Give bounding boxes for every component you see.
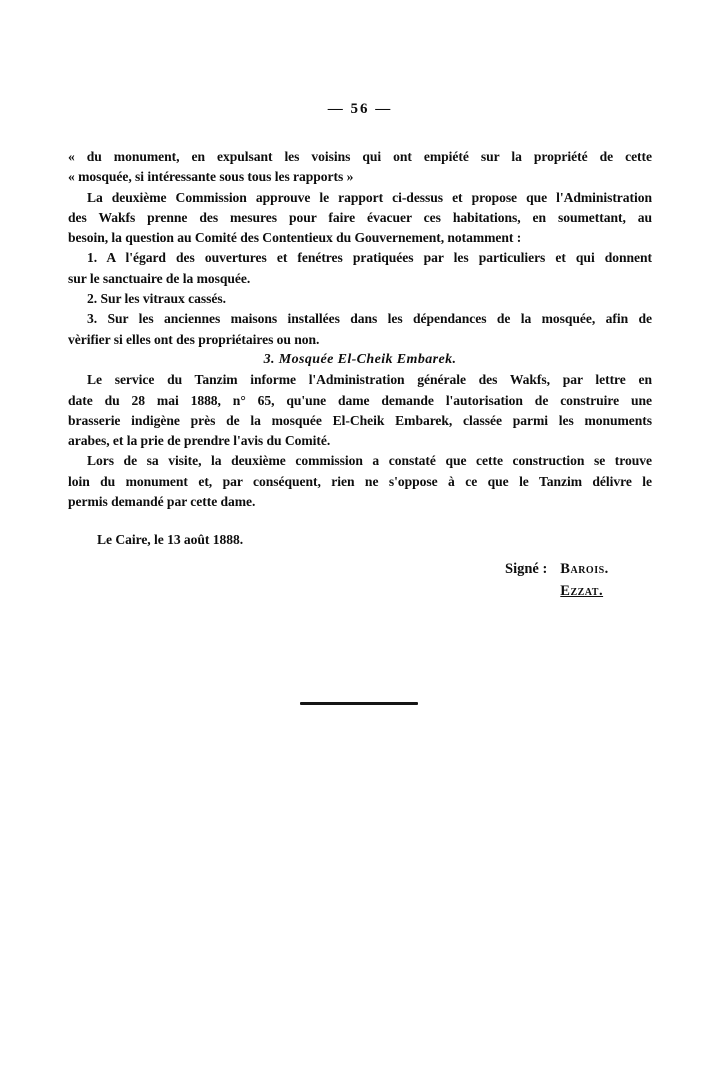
text-line: brasserie indigène près de la mosquée El-Cheik Embarek, classée parmi les monuments (68, 412, 652, 428)
signature-label: Signé : (505, 561, 548, 577)
text-line: Le service du Tanzim informe l'Administration générale des Wakfs, par lettre en (87, 372, 652, 388)
list-item-line: vèrifier si elles ont des propriétaires ou non. (68, 331, 320, 347)
text-line: des Wakfs prenne des mesures pour faire évacuer ces habitations, en soumettant, au (68, 209, 652, 225)
signature-names (560, 558, 608, 602)
page-number: — 56 — (327, 101, 393, 117)
list-item-line: sur le sanctuaire de la mosquée. (68, 270, 251, 286)
text-line: arabes, et la prie de prendre l'avis du Comité. (68, 433, 331, 449)
text-line: « du monument, en expulsant les voisins qui ont empiété sur la propriété de cette (68, 149, 652, 164)
section-heading: 3. Mosquée El-Cheik Embarek. (263, 351, 457, 367)
signature-name: Barois. (560, 561, 609, 577)
document-body (68, 147, 652, 551)
signature-name: Ezzat. (560, 583, 604, 599)
text-line: La deuxième Commission approuve le rapport ci-dessus et propose que l'Administration (87, 189, 652, 205)
list-item-line: 1. A l'égard des ouvertures et fenétres pratiquées par les particuliers et qui donnent (87, 250, 652, 266)
section-divider-rule (300, 702, 418, 705)
text-line: Lors de sa visite, la deuxième commission a constaté que cette construction se trouve (87, 453, 652, 469)
dateline: Le Caire, le 13 août 1888. (97, 532, 244, 548)
list-item-line: 3. Sur les anciennes maisons installées dans les dépendances de la mosquée, afin de (87, 311, 652, 327)
text-line: permis demandé par cette dame. (68, 494, 256, 510)
text-line: loin du monument et, par conséquent, rien ne s'oppose à ce que le Tanzim délivre le (68, 473, 652, 489)
text-line: besoin, la question au Comité des Contentieux du Gouvernement, notamment : (68, 230, 522, 246)
list-item-line: 2. Sur les vitraux cassés. (87, 291, 226, 307)
signature-block (505, 558, 609, 602)
text-line: date du 28 mai 1888, n° 65, qu'une dame demande l'autorisation de construire une (68, 392, 652, 408)
text-line: « mosquée, si intéressante sous tous les rapports » (68, 169, 354, 185)
